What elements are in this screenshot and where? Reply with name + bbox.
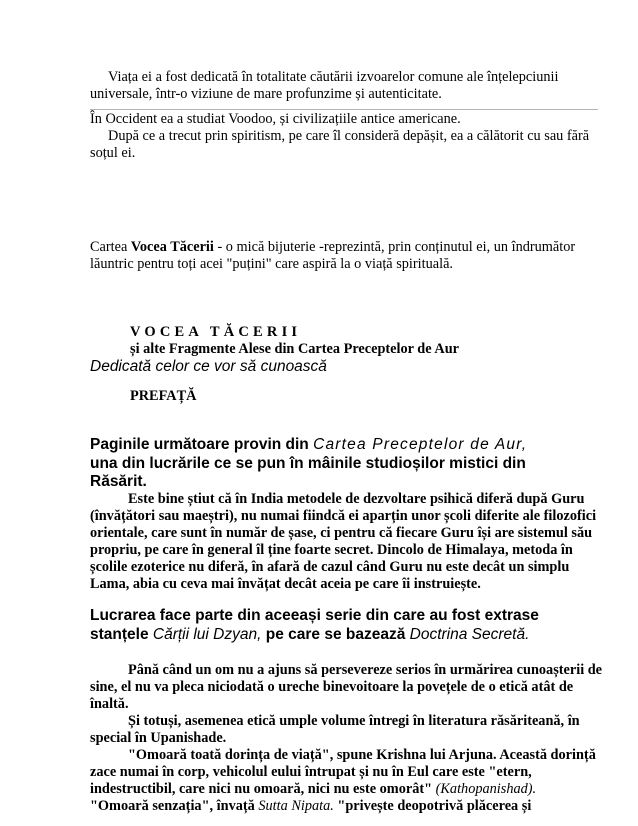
preface-paragraph-2: Până când un om nu a ajuns să persevereze serios în urmărirea cunoașterii de sine, el nu va pleca niciodată o ureche binevoitoare la povețele de o etică atât de înaltă. bbox=[90, 662, 603, 712]
preface-lead-2-title-2: Doctrina Secretă. bbox=[409, 625, 530, 643]
book-note-title: Vocea Tăcerii bbox=[130, 239, 214, 255]
preface-lead-1-title: Cartea Preceptelor de Aur, bbox=[313, 436, 528, 453]
book-note-pre: Cartea bbox=[90, 239, 131, 255]
book-title: VOCEA TĂCERII bbox=[130, 324, 302, 340]
preface-paragraph-4-text: "Omoară toată dorința de viață", spune Krishna lui Arjuna. Această dorință zace numai în corp, vehicolul eului întrupat și nu în Eul care este "etern, indestructibil, care nici nu omoară, nici nu este omorât" bbox=[90, 747, 596, 797]
preface-lead-2-a: Lucrarea face parte din aceeași serie din care au fost extrase stanțele bbox=[90, 607, 539, 643]
preface-lead-1 bbox=[90, 436, 530, 492]
dedication-line: Dedicată celor ce vor să cunoască bbox=[90, 358, 327, 375]
preface-paragraph-3: Și totuși, asemenea etică umple volume întregi în literatura răsăriteană, în special în Upanishade. bbox=[90, 713, 580, 746]
preface-lead-1-a: Paginile următoare provin din bbox=[90, 436, 314, 453]
intro-paragraph-1: Viața ei a fost dedicată în totalitate căutării izvoarelor comune ale înțelepciunii universale, într-o viziune de mare profunzime și autenticitate. bbox=[90, 69, 559, 102]
book-note-paragraph bbox=[90, 239, 610, 273]
book-subtitle: și alte Fragmente Alese din Cartea Preceptelor de Aur bbox=[130, 341, 460, 357]
book-note-post: - o mică bijuterie -reprezintă, prin conținutul ei, un îndrumător lăuntric pentru toți acei "puțini" care aspiră la o viață spirituală. bbox=[90, 239, 576, 272]
divider-line bbox=[90, 109, 598, 110]
preface-lead-2-title-1: Cărții lui Dzyan, bbox=[152, 625, 262, 643]
preface-paragraph-5 bbox=[90, 798, 610, 815]
preface-paragraph-5-a: "Omoară senzația", învață bbox=[90, 798, 259, 814]
preface-heading: PREFAȚĂ bbox=[130, 388, 197, 404]
preface-paragraph-4-source: (Kathopanishad). bbox=[435, 781, 537, 797]
preface-lead-2 bbox=[90, 607, 550, 644]
intro-paragraph-3: După ce a trecut prin spiritism, pe care îl consideră depășit, ea a călătorit cu sau fără soțul ei. bbox=[90, 128, 590, 161]
preface-paragraph-5-b: "privește deopotrivă plăcerea și bbox=[333, 798, 532, 814]
intro-paragraph-2: În Occident ea a studiat Voodoo, și civilizațiile antice americane. bbox=[90, 111, 461, 127]
preface-lead-2-b: pe care se bazează bbox=[261, 625, 410, 643]
preface-lead-1-b: una din lucrările ce se pun în mâinile studioșilor mistici din Răsărit. bbox=[90, 454, 526, 490]
preface-paragraph-1: Este bine știut că în India metodele de dezvoltare psihică diferă după Guru (învățători sau maeștri), nu numai fiindcă ei aparțin unor școli diferite ale filozofici orientale, care sunt în număr de șase, ci pentru că fiecare Guru își are sistemul său propriu, pe care în general îl ține foarte secret. Dincolo de Himalaya, metoda în școlile ezoterice nu diferă, în afară de cazul când Guru nu este decât un simplu Lama, abia cu ceva mai învățat decât aceia pe care îi instruiește. bbox=[90, 491, 597, 592]
preface-paragraph-5-source: Sutta Nipata. bbox=[258, 798, 334, 814]
preface-paragraph-4 bbox=[90, 747, 610, 798]
